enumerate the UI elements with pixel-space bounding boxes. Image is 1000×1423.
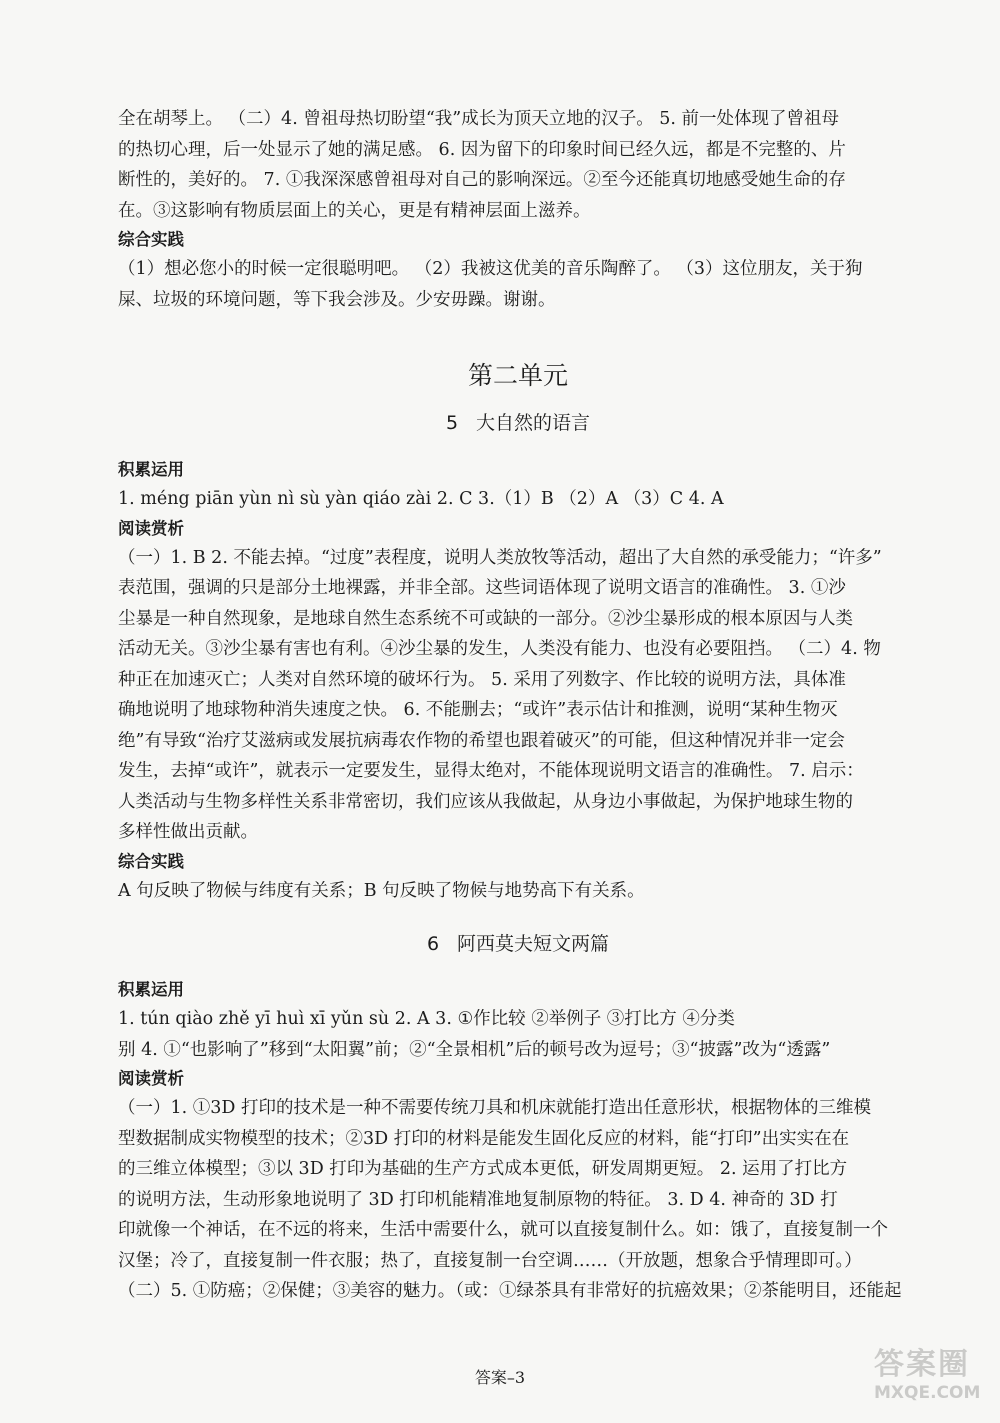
top-line: 全在胡琴上。 （二）4. 曾祖母热切盼望“我”成长为顶天立地的汉子。 5. 前一处体现了曾祖母 [118, 109, 840, 129]
lesson-title [118, 929, 918, 956]
reading-line: 的三维立体模型；③以 3D 打印为基础的生产方式成本更低，研发周期更短。 2. 运用了打比方 [118, 1159, 848, 1179]
accum-line: 1. tún qiào zhě yī huì xī yǔn sù 2. A 3. ①作比较 ②举例子 ③打比方 ④分类 [118, 1009, 735, 1029]
section-heading: 综合实践 [118, 851, 184, 871]
reading-line: 印就像一个神话，在不远的将来，生活中需要什么，就可以直接复制什么。如：饿了，直接复制一个 [118, 1220, 888, 1240]
section-heading: 阅读赏析 [118, 1069, 184, 1088]
reading-line: 汉堡；冷了，直接复制一件衣服；热了，直接复制一台空调……（开放题，想象合乎情理即可。） [118, 1250, 862, 1271]
section-heading: 阅读赏析 [118, 518, 184, 538]
reading-line: （一）1. ①3D 打印的技术是一种不需要传统刀具和机床就能打造出任意形状，根据物体的三维模 [118, 1098, 871, 1118]
page-number: 答案–3 [474, 1368, 526, 1387]
reading-line: 的说明方法，生动形象地说明了 3D 打印机能精准地复制原物的特征。 3. D 4. 神奇的 3D 打 [118, 1189, 838, 1210]
reading-line: 型数据制成实物模型的技术；②3D 打印的材料是能发生固化反应的材料，能“打印”出实实在在 [118, 1128, 850, 1149]
lesson-number: 5 [445, 412, 459, 434]
reading-line: （二）5. ①防癌；②保健；③美容的魅力。（或：①绿茶具有非常好的抗癌效果；②茶能明目，还能起 [118, 1281, 902, 1301]
reading-line: 多样性做出贡献。 [118, 822, 258, 842]
watermark-url: MXQE.COM [874, 1383, 981, 1403]
practice-line: （1）想必您小的时候一定很聪明吧。 （2）我被这优美的音乐陶醉了。 （3）这位朋友，关于狗 [118, 259, 863, 279]
reading-line: 确地说明了地球物种消失速度之快。 6. 不能删去；“或许”表示估计和推测，说明“某种生物灭 [118, 700, 838, 720]
reading-line: 活动无关。③沙尘暴有害也有利。④沙尘暴的发生，人类没有能力、也没有必要阻挡。 （二）4. 物 [118, 639, 881, 659]
top-line: 断性的，美好的。 7. ①我深深感曾祖母对自己的影响深远。②至今还能真切地感受她生命的存 [118, 170, 846, 190]
lesson-name: 大自然的语言 [476, 412, 591, 434]
accum-line: 别 4. ①“也影响了”移到“太阳翼”前；②“全景相机”后的顿号改为逗号；③“披露”改为“透露” [118, 1039, 831, 1060]
unit-title: 第二单元 [467, 361, 568, 390]
reading-line: 表范围，强调的只是部分土地裸露，并非全部。这些词语体现了说明文语言的准确性。 3. ①沙 [118, 578, 846, 598]
top-line: 的热切心理，后一处显示了她的满足感。 6. 因为留下的印象时间已经久远，都是不完整的、片 [118, 139, 846, 160]
lesson6-answers [118, 976, 918, 1307]
watermark-logo-text: 答案圈 [874, 1347, 970, 1382]
section-heading: 积累运用 [118, 460, 184, 479]
reading-line: 绝”有导致“治疗艾滋病或发展抗病毒农作物的希望也跟着破灭”的可能，但这种情况并非一定会 [118, 730, 845, 751]
top-line: 在。③这影响有物质层面上的关心，更是有精神层面上滋养。 [118, 200, 591, 221]
lesson-number: 6 [426, 933, 440, 955]
reading-line: 人类活动与生物多样性关系非常密切，我们应该从我做起，从身边小事做起，为保护地球生物的 [118, 791, 853, 812]
practice-line: A 句反映了物候与纬度有关系；B 句反映了物候与地势高下有关系。 [118, 880, 645, 901]
lesson5-answers [118, 456, 918, 906]
lesson-name: 阿西莫夫短文两篇 [457, 933, 610, 955]
reading-line: 种正在加速灭亡；人类对自然环境的破坏行为。 5. 采用了列数字、作比较的说明方法，具体准 [118, 669, 846, 690]
watermark-logo [874, 1339, 984, 1409]
accum-line: 1. méng piān yùn nì sù yàn qiáo zài 2. C 3.（1）B （2）A （3）C 4. A [118, 489, 724, 509]
practice-line: 屎、垃圾的环境问题，等下我会涉及。少安毋躁。谢谢。 [118, 289, 556, 310]
top-answers [118, 104, 918, 315]
reading-line: 尘暴是一种自然现象，是地球自然生态系统不可或缺的一部分。②沙尘暴形成的根本原因与人类 [118, 608, 853, 629]
reading-line: （一）1. B 2. 不能去掉。“过度”表程度，说明人类放牧等活动，超出了大自然的承受能力；“许多” [118, 547, 882, 568]
section-heading: 积累运用 [118, 980, 184, 999]
lesson-title [118, 408, 918, 435]
section-heading: 综合实践 [118, 230, 184, 249]
reading-line: 发生，去掉“或许”，就表示一定要发生，显得太绝对，不能体现说明文语言的准确性。 7. 启示： [118, 761, 864, 781]
